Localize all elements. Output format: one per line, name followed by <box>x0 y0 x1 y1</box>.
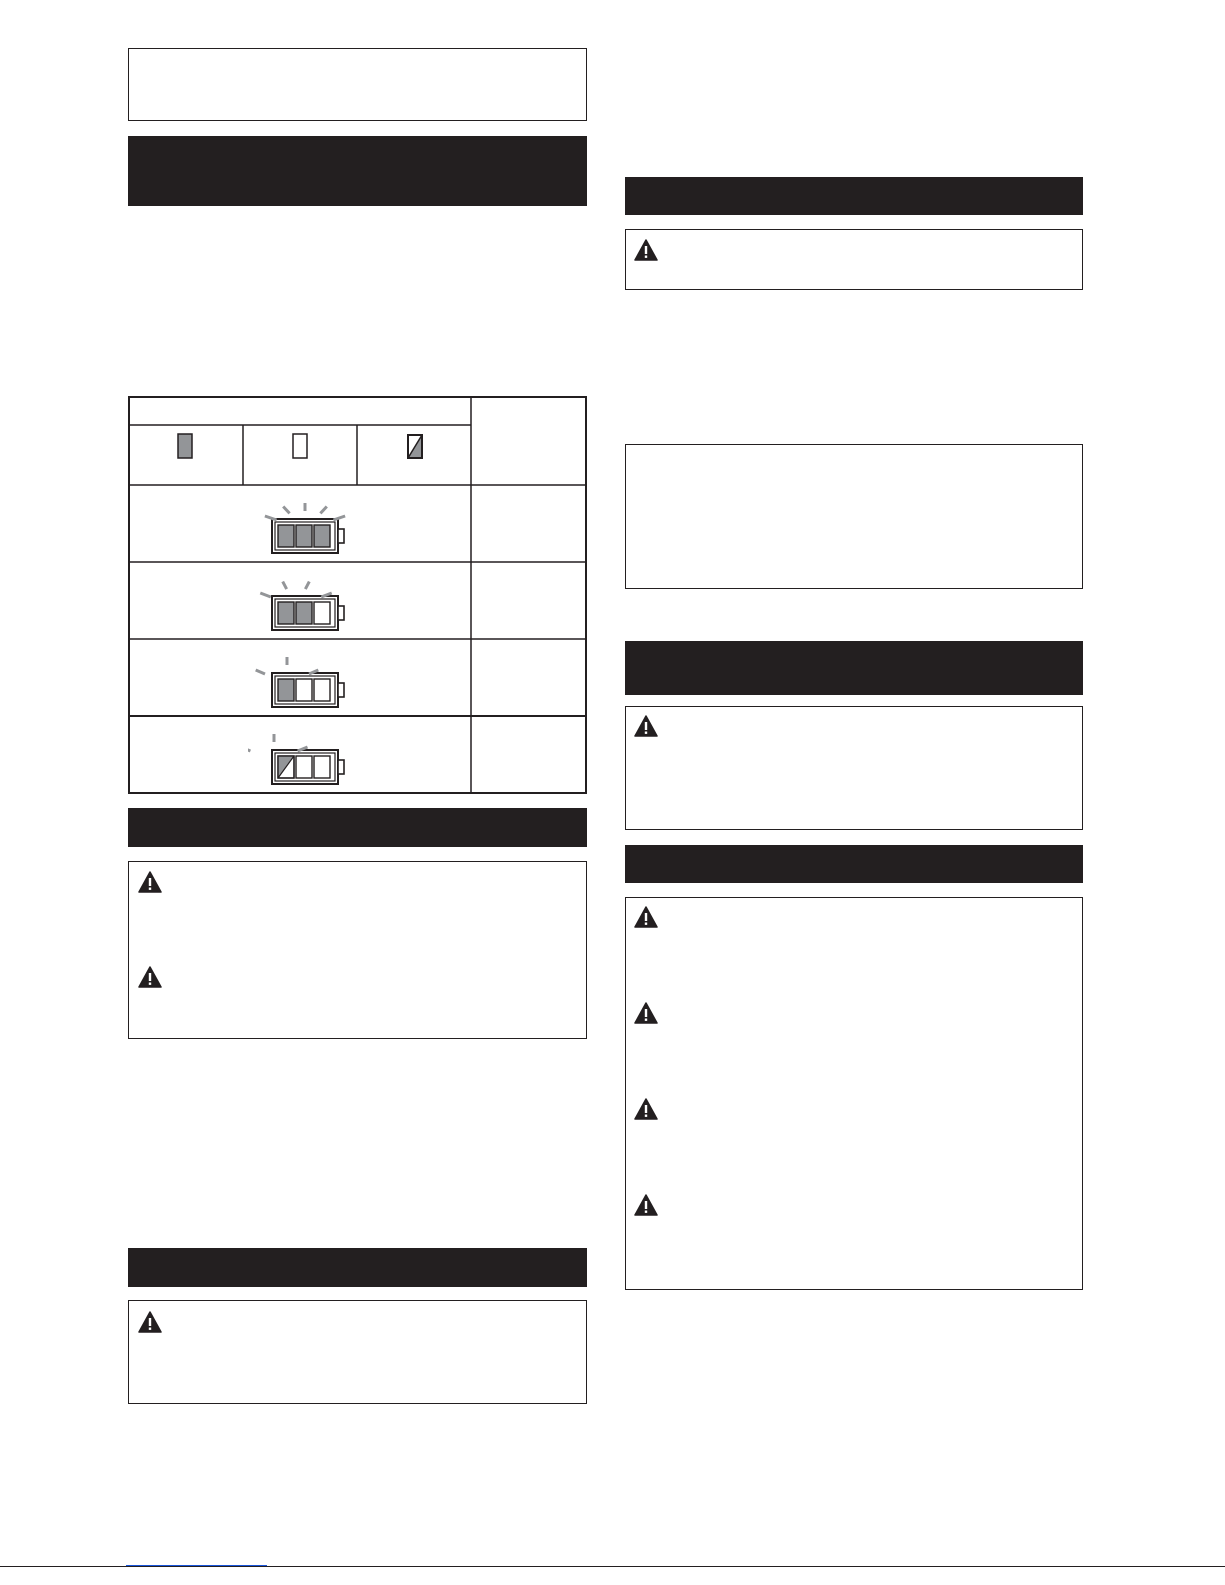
battery-3-of-3-icon <box>248 489 358 559</box>
caution-box <box>625 229 1083 290</box>
warning-icon <box>138 871 162 893</box>
warning-icon <box>634 715 658 737</box>
section-heading-bar <box>128 808 587 847</box>
warning-icon <box>634 239 658 261</box>
section-heading-bar <box>625 845 1083 883</box>
warning-icon <box>634 1002 658 1024</box>
section-heading-bar <box>128 136 587 206</box>
warning-icon <box>634 1098 658 1120</box>
note-box <box>128 48 587 121</box>
section-heading-bar <box>625 641 1083 695</box>
battery-rows <box>128 396 471 794</box>
caution-box <box>128 1300 587 1404</box>
note-box <box>625 444 1083 589</box>
battery-blinking-icon <box>248 720 358 790</box>
caution-box <box>625 706 1083 830</box>
footer-link[interactable] <box>126 1556 267 1566</box>
warning-icon <box>138 1311 162 1333</box>
warning-icon <box>138 966 162 988</box>
section-heading-bar <box>625 177 1083 215</box>
footer-rule <box>0 1566 1225 1567</box>
battery-1-of-3-icon <box>248 643 358 713</box>
battery-2-of-3-icon <box>248 566 358 636</box>
section-heading-bar <box>128 1248 587 1287</box>
battery-indicator-table <box>128 396 587 794</box>
warning-icon <box>634 906 658 928</box>
caution-box <box>128 861 587 1039</box>
warning-icon <box>634 1194 658 1216</box>
caution-box <box>625 897 1083 1290</box>
